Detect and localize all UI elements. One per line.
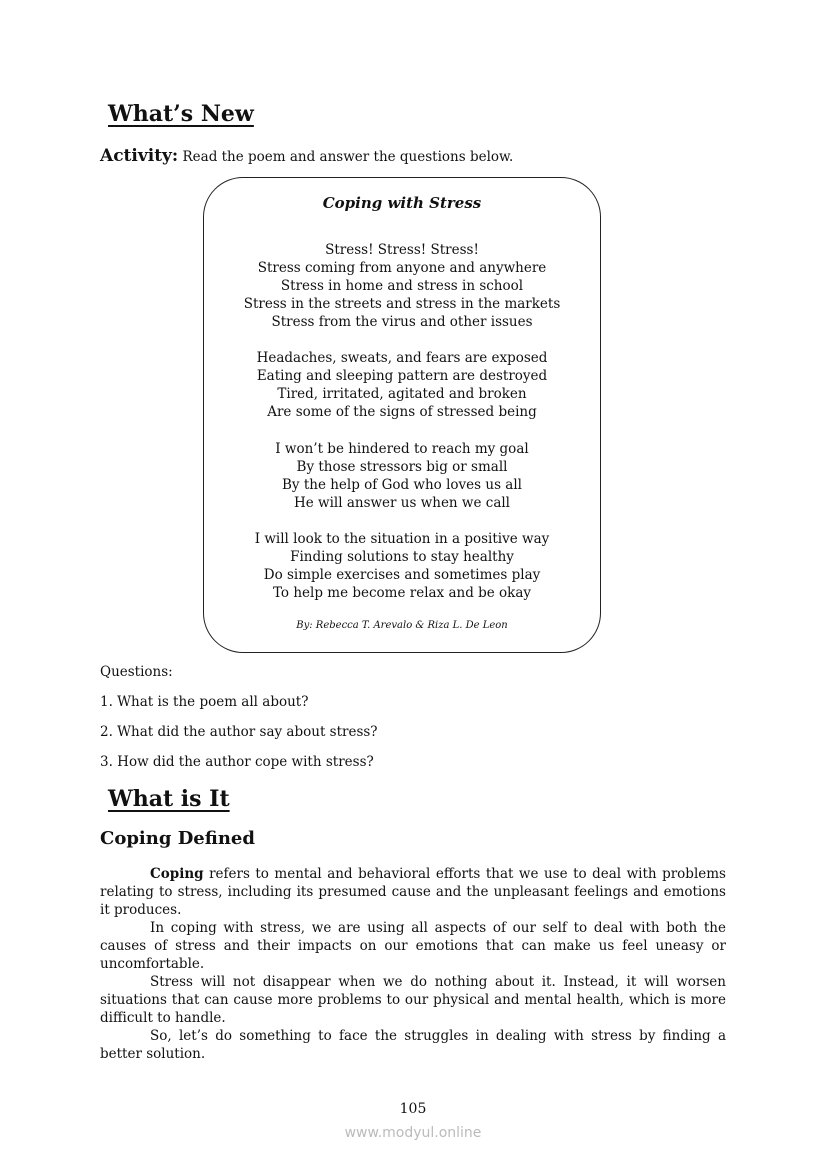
paragraph-3: Stress will not disappear when we do nothing about it. Instead, it will worsen situations that can cause more problems to our physical and mental health, which is more difficult to handle. [100, 974, 726, 1026]
poem-line: Stress in the streets and stress in the markets [243, 296, 561, 312]
paragraph-2: In coping with stress, we are using all aspects of our self to deal with both the causes of stress and their impacts on our emotions that can make us feel uneasy or uncomfortable. [100, 920, 726, 972]
poem-line: I won’t be hindered to reach my goal [275, 441, 529, 457]
paragraph-1 [100, 865, 726, 919]
watermark: www.modyul.online [344, 1125, 482, 1141]
poem-line: To help me become relax and be okay [272, 585, 532, 601]
what-is-it-heading: What is It [108, 786, 230, 812]
poem-line: Headaches, sweats, and fears are exposed [256, 350, 548, 366]
activity-instruction [100, 146, 513, 166]
paragraph-4: So, let’s do something to face the struggles in dealing with stress by finding a better solution. [100, 1028, 726, 1062]
paragraph-1-text: refers to mental and behavioral efforts that we use to deal with problems relating to stress, including its presumed cause and the unpleasant feelings and emotions it produces. [100, 866, 726, 918]
poem-box [203, 177, 601, 653]
poem-line: Stress from the virus and other issues [271, 314, 533, 330]
poem-stanza-1 [204, 241, 600, 331]
body-text [100, 865, 726, 1063]
poem-stanza-4 [204, 530, 600, 602]
poem-line: By the help of God who loves us all [282, 477, 522, 493]
question-1: 1. What is the poem all about? [100, 694, 309, 710]
question-2: 2. What did the author say about stress? [100, 724, 378, 740]
poem-line: Do simple exercises and sometimes play [263, 567, 541, 583]
poem-byline: By: Rebecca T. Arevalo & Riza L. De Leon [296, 620, 508, 631]
poem-line: Stress in home and stress in school [280, 278, 524, 294]
poem-line: By those stressors big or small [296, 459, 508, 475]
poem-title: Coping with Stress [322, 194, 482, 212]
question-3: 3. How did the author cope with stress? [100, 754, 374, 770]
poem-line: I will look to the situation in a positive way [254, 531, 550, 547]
poem-line: Finding solutions to stay healthy [290, 549, 514, 565]
poem-stanza-3 [204, 440, 600, 512]
activity-text: Read the poem and answer the questions below. [178, 149, 514, 165]
page-number: 105 [399, 1101, 427, 1117]
poem-line: Stress! Stress! Stress! [325, 242, 479, 258]
poem-line: Stress coming from anyone and anywhere [257, 260, 547, 276]
poem-line: Tired, irritated, agitated and broken [277, 386, 527, 402]
whats-new-heading: What’s New [108, 101, 254, 127]
poem-stanza-2 [204, 349, 600, 421]
poem-line: Are some of the signs of stressed being [267, 404, 537, 420]
poem-line: Eating and sleeping pattern are destroyed [256, 368, 548, 384]
coping-defined-heading: Coping Defined [100, 828, 255, 849]
activity-label: Activity: [100, 146, 179, 166]
poem-line: He will answer us when we call [293, 495, 511, 511]
coping-term: Coping [150, 866, 204, 882]
questions-label: Questions: [100, 664, 173, 680]
